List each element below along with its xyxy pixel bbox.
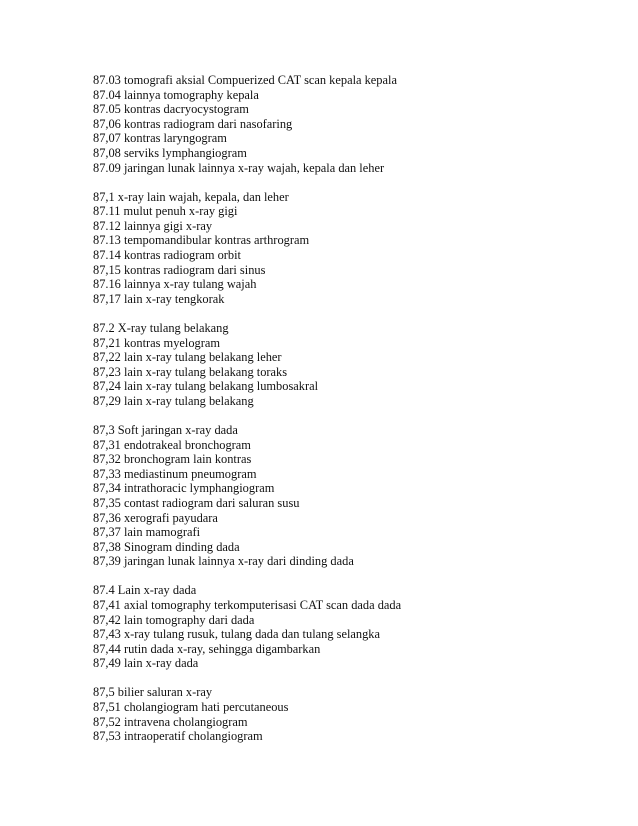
text-line: 87,52 intravena cholangiogram xyxy=(93,714,248,729)
section-87-1 xyxy=(93,190,623,307)
text-line: 87.16 lainnya x-ray tulang wajah xyxy=(93,277,257,292)
text-line: 87,43 x-ray tulang rusuk, tulang dada dan tulang selangka xyxy=(93,627,380,642)
text-line: 87,53 intraoperatif cholangiogram xyxy=(93,729,263,744)
text-line: 87,44 rutin dada x-ray, sehingga digambarkan xyxy=(93,641,321,656)
text-line: 87,41 axial tomography terkomputerisasi CAT scan dada dada xyxy=(93,598,402,612)
section-87-5 xyxy=(93,685,623,743)
section-87-3 xyxy=(93,423,623,569)
text-line: 87,36 xerografi payudara xyxy=(93,510,218,525)
text-line: 87,31 endotrakeal bronchogram xyxy=(93,437,251,452)
text-line: 87.09 jaringan lunak lainnya x-ray wajah, kepala dan leher xyxy=(93,160,385,175)
text-line: 87,34 intrathoracic lymphangiogram xyxy=(93,481,275,496)
text-line: 87.14 kontras radiogram orbit xyxy=(93,248,241,263)
text-line: 87,22 lain x-ray tulang belakang leher xyxy=(93,350,282,365)
text-line: 87,24 lain x-ray tulang belakang lumbosakral xyxy=(93,379,319,394)
text-line: 87,39 jaringan lunak lainnya x-ray dari dinding dada xyxy=(93,554,354,569)
document-page xyxy=(93,73,623,758)
text-line: 87,37 lain mamografi xyxy=(93,525,201,540)
text-line: 87,21 kontras myelogram xyxy=(93,335,220,350)
section-87-0 xyxy=(93,73,623,175)
text-line: 87,35 contast radiogram dari saluran susu xyxy=(93,495,300,510)
text-line: 87,29 lain x-ray tulang belakang xyxy=(93,393,254,408)
text-line: 87.4 Lain x-ray dada xyxy=(93,583,197,598)
section-87-2 xyxy=(93,321,623,409)
text-line: 87,32 bronchogram lain kontras xyxy=(93,452,252,467)
text-line: 87,5 bilier saluran x-ray xyxy=(93,685,213,700)
text-line: 87,23 lain x-ray tulang belakang toraks xyxy=(93,364,288,379)
text-line: 87,51 cholangiogram hati percutaneous xyxy=(93,700,289,715)
section-87-4 xyxy=(93,583,623,671)
text-line: 87,33 mediastinum pneumogram xyxy=(93,466,257,481)
text-line: 87.12 lainnya gigi x-ray xyxy=(93,218,213,233)
text-line: 87,08 serviks lymphangiogram xyxy=(93,145,247,160)
text-line: 87.11 mulut penuh x-ray gigi xyxy=(93,204,238,219)
text-line: 87,06 kontras radiogram dari nasofaring xyxy=(93,116,293,131)
text-line: 87,07 kontras laryngogram xyxy=(93,131,227,146)
text-line: 87.05 kontras dacryocystogram xyxy=(93,102,249,117)
text-line: 87,17 lain x-ray tengkorak xyxy=(93,291,225,306)
text-line: 87.13 tempomandibular kontras arthrogram xyxy=(93,233,310,248)
text-line: 87.03 tomografi aksial Compuerized CAT scan kepala kepala xyxy=(93,73,397,87)
text-line: 87,49 lain x-ray dada xyxy=(93,656,199,671)
text-line: 87,15 kontras radiogram dari sinus xyxy=(93,262,266,277)
text-line: 87,3 Soft jaringan x-ray dada xyxy=(93,422,238,437)
text-line: 87.04 lainnya tomography kepala xyxy=(93,87,259,102)
text-line: 87,38 Sinogram dinding dada xyxy=(93,539,240,554)
text-line: 87,42 lain tomography dari dada xyxy=(93,612,255,627)
text-line: 87,1 x-ray lain wajah, kepala, dan leher xyxy=(93,189,289,204)
text-line: 87.2 X-ray tulang belakang xyxy=(93,320,229,335)
